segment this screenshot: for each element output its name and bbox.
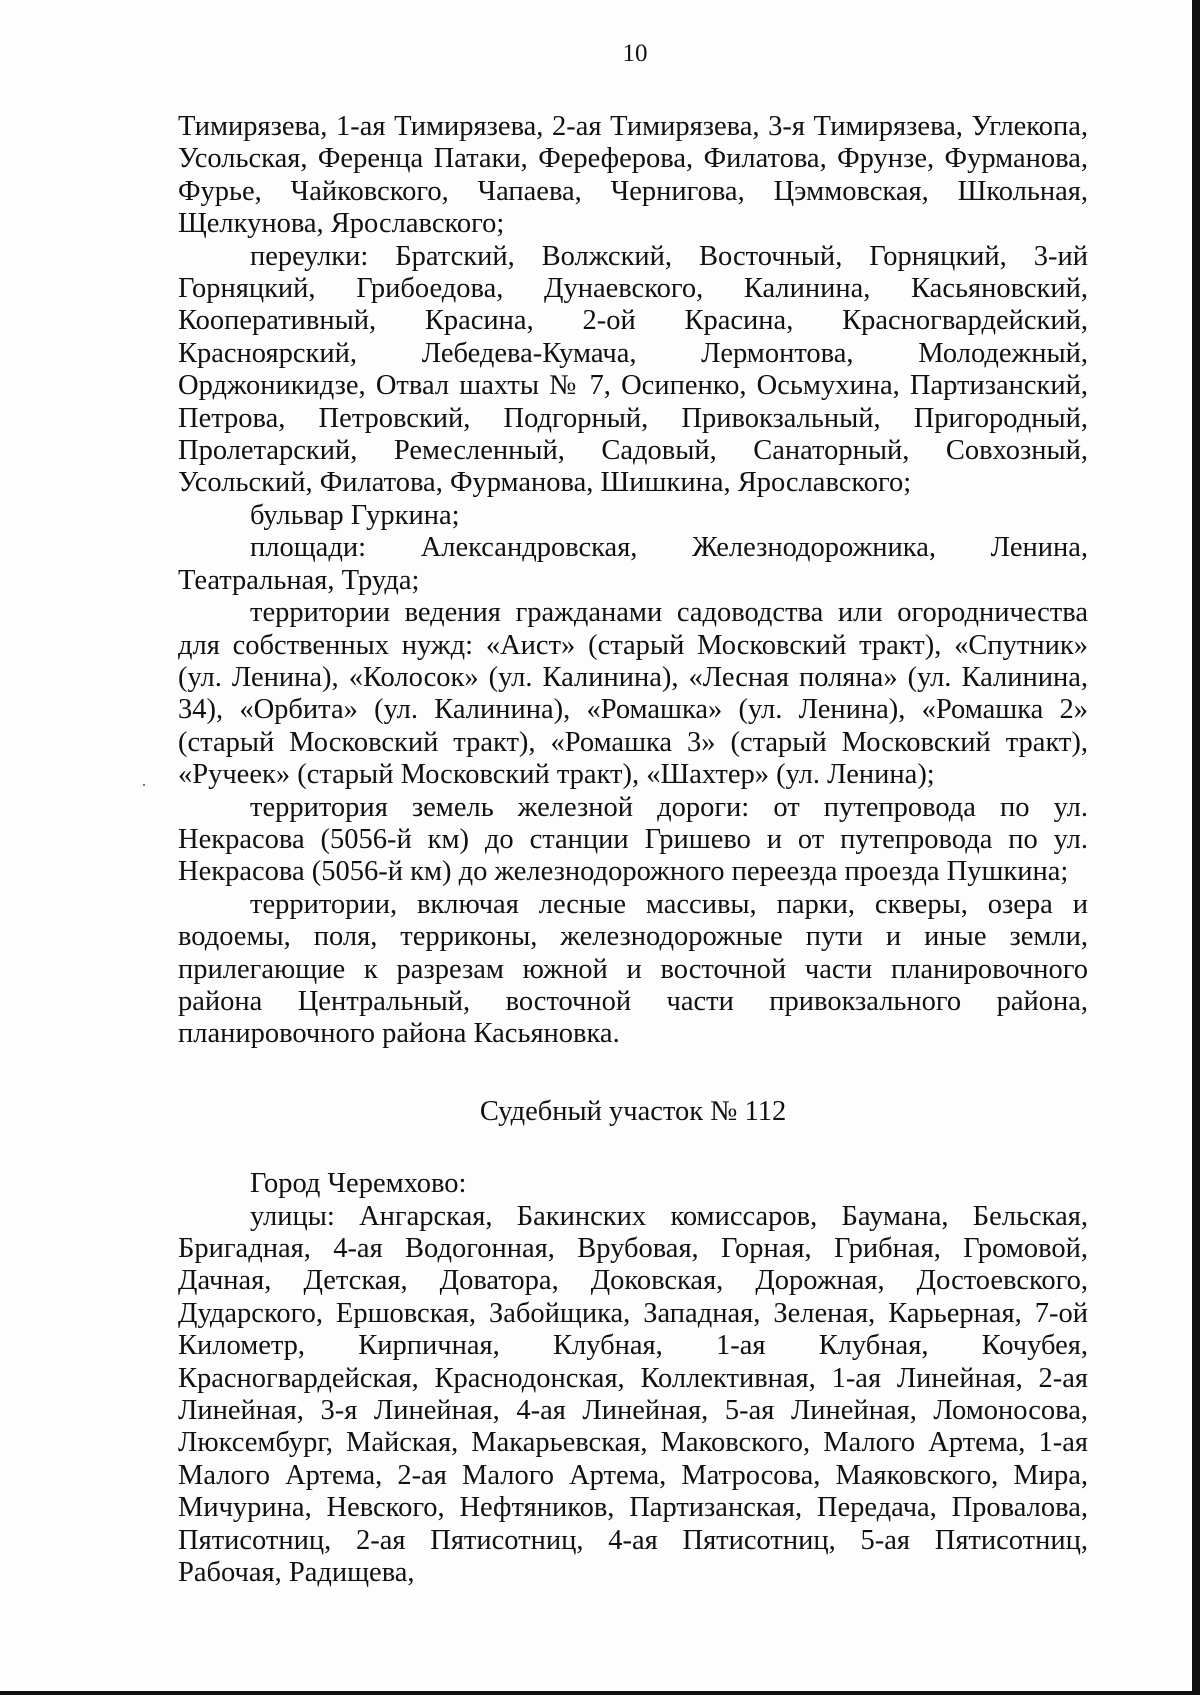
document-body (178, 111, 1088, 1589)
streets-paragraph: улицы: Ангарская, Бакинских комиссаров, Баумана, Бельская, Бригадная, 4-ая Водогонная, Врубовая, Горная, Грибная, Громовой, Дачная, Детская, Доватора, Доковская, Дорожная, Достоевского, Дударского, Ершовская, Забойщика, Западная, Зеленая, Карьерная, 7-ой Километр, Кирпичная, Клубная, 1-ая Клубная, Кочубея, Красногвардейская, Краснодонская, Коллективная, 1-ая Линейная, 2-ая Линейная, 3-я Линейная, 4-ая Линейная, 5-ая Линейная, Ломоносова, Люксембург, Майская, Макарьевская, Маковского, Малого Артема, 1-ая Малого Артема, 2-ая Малого Артема, Матросова, Маяковского, Мира, Мичурина, Невского, Нефтяников, Партизанская, Передача, Провалова, Пятисотниц, 2-ая Пятисотниц, 4-ая Пятисотниц, 5-ая Пятисотниц, Рабочая, Радищева, (178, 1200, 1088, 1589)
other-territories-paragraph: территории, включая лесные массивы, парки, скверы, озера и водоемы, поля, терриконы, железнодорожные пути и иные земли, прилегающие к разрезам южной и восточной части планировочного района Центральный, восточной части привокзального района, планировочного района Касьяновка. (178, 888, 1088, 1050)
lanes-paragraph: переулки: Братский, Волжский, Восточный, Горняцкий, 3-ий Горняцкий, Грибоедова, Дунаевского, Калинина, Касьяновский, Кооперативный, Красина, 2-ой Красина, Красногвардейский, Красноярский, Лебедева-Кумача, Лермонтова, Молодежный, Орджоникидзе, Отвал шахты № 7, Осипенко, Осьмухина, Партизанский, Петрова, Петровский, Подгорный, Привокзальный, Пригородный, Пролетарский, Ремесленный, Садовый, Санаторный, Совхозный, Усольский, Филатова, Фурманова, Шишкина, Ярославского; (178, 240, 1088, 499)
city-label: Город Черемхово: (250, 1168, 467, 1200)
scan-border-right (1192, 0, 1200, 1695)
scan-border-bottom (0, 1691, 1200, 1695)
boulevard-paragraph: бульвар Гуркина; (250, 499, 460, 531)
squares-paragraph: площади: Александровская, Железнодорожника, Ленина, Театральная, Труда; (178, 532, 1088, 596)
page-number: 10 (622, 40, 648, 67)
section-heading: Судебный участок № 112 (479, 1095, 787, 1127)
gardening-territories-paragraph: территории ведения гражданами садоводства или огородничества для собственных нужд: «Аист» (старый Московский тракт), «Спутник» (ул. Ленина), «Колосок» (ул. Калинина), «Лесная поляна» (ул. Калинина, 34), «Орбита» (ул. Калинина), «Ромашка» (ул. Ленина), «Ромашка 2» (старый Московский тракт), «Ромашка 3» (старый Московский тракт), «Ручеек» (старый Московский тракт), «Шахтер» (ул. Ленина); (178, 597, 1088, 791)
margin-mark (143, 784, 145, 786)
railway-territory-paragraph: территория земель железной дороги: от путепровода по ул. Некрасова (5056-й км) до станции Гришево и от путепровода по ул. Некрасова (5056-й км) до железнодорожного переезда проезда Пушкина; (178, 791, 1088, 888)
streets-continuation-paragraph: Тимирязева, 1-ая Тимирязева, 2-ая Тимирязева, 3-я Тимирязева, Углекопа, Усольская, Ференца Патаки, Фереферова, Филатова, Фрунзе, Фурманова, Фурье, Чайковского, Чапаева, Чернигова, Цэммовская, Школьная, Щелкунова, Ярославского; (178, 111, 1088, 240)
